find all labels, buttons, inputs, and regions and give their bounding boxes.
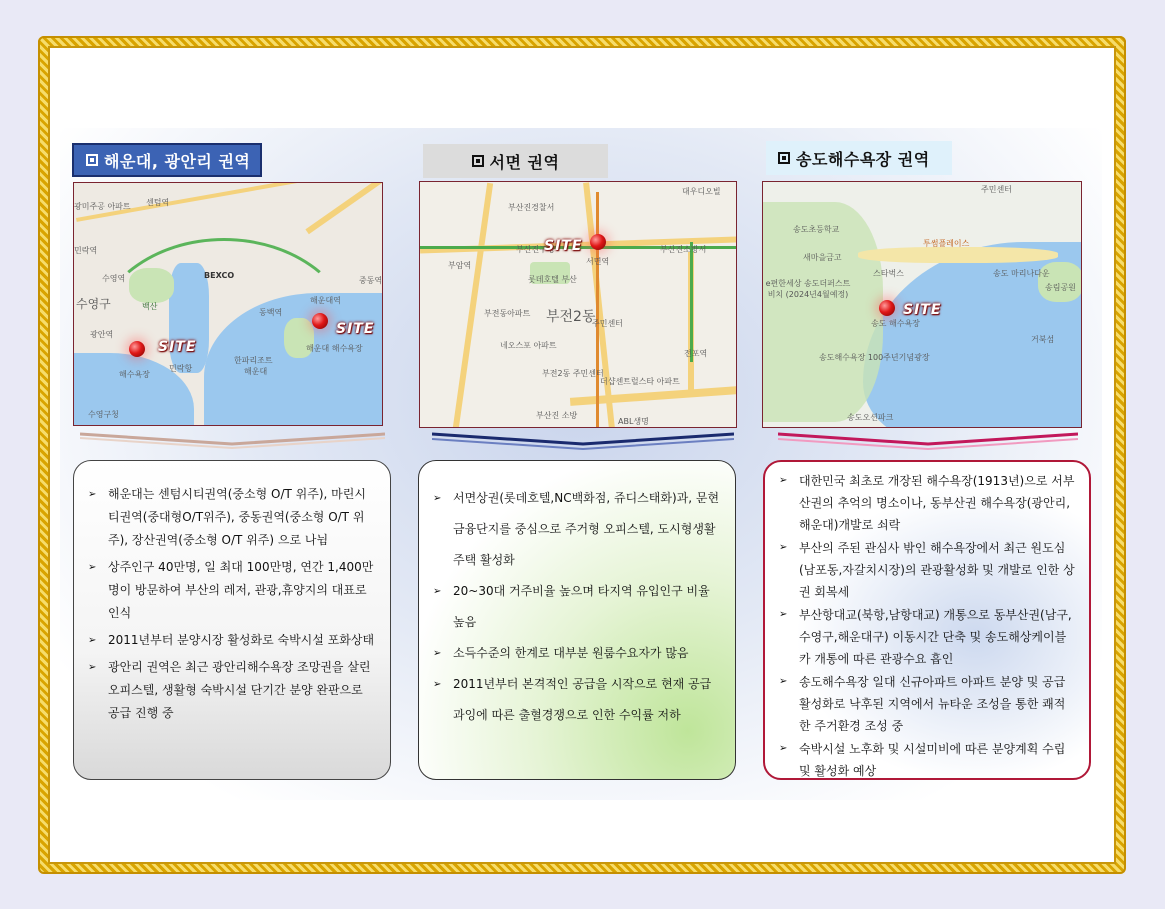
site-pin-icon xyxy=(129,341,145,357)
chevron-divider-1 xyxy=(80,430,385,450)
map-label: BEXCO xyxy=(204,271,235,280)
arrow-bullet-icon: ➢ xyxy=(779,475,788,486)
map-label: 전포역 xyxy=(684,349,708,358)
list-item: ➢ 대한민국 최초로 개장된 해수욕장(1913년)으로 서부산권의 추억의 명소이나, 동부산권 해수욕장(광안리,해운대)개발로 쇠락 xyxy=(779,470,1075,536)
map-label: 한파리조트 xyxy=(234,356,273,365)
map-label: 수영역 xyxy=(102,274,126,283)
square-bullet-icon xyxy=(86,154,98,166)
list-item: ➢ 서면상권(롯데호텔,NC백화점, 쥬디스태화)과, 문현금융단지를 중심으로 주거형 오피스텔, 도시형생활주택 활성화 xyxy=(433,483,721,576)
map-label: 송림공원 xyxy=(1045,283,1076,292)
list-item: ➢ 상주인구 40만명, 일 최대 100만명, 연간 1,400만명이 방문하여 부산의 레저, 관광,휴양지의 대표로 인식 xyxy=(88,556,376,625)
beach xyxy=(858,247,1058,263)
list-item: ➢ 해운대는 센텀시티권역(중소형 O/T 위주), 마린시티권역(중대형O/T위주), 중동권역(중소형 O/T 위주), 장산권역(중소형 O/T 위주) 으로 나뉨 xyxy=(88,483,376,552)
map-label: ABL생명 xyxy=(618,417,649,426)
park-area xyxy=(763,202,883,422)
map-seomyeon xyxy=(419,181,737,428)
info-box-haeundae xyxy=(73,460,391,780)
arrow-bullet-icon: ➢ xyxy=(779,542,788,553)
list-item: ➢ 소득수준의 한계로 대부분 원룸수요자가 많음 xyxy=(433,638,721,669)
map-label: 부암역 xyxy=(448,261,472,270)
list-item: ➢ 광안리 권역은 최근 광안리해수욕장 조망권을 살린 오피스텔, 생활형 숙박시설 단기간 분양 완판으로 공급 진행 중 xyxy=(88,656,376,725)
map-label: 센텀역 xyxy=(146,198,170,207)
map-label: 해운대 해수욕장 xyxy=(306,344,363,353)
list-item: ➢ 부산의 주된 관심사 밖인 해수욕장에서 최근 원도심(남포동,자갈치시장)의 관광활성화 및 개발로 인한 상권 회복세 xyxy=(779,537,1075,603)
site-label: SITE xyxy=(544,238,583,254)
header-seomyeon-label: 서면 권역 xyxy=(489,152,560,172)
list-item: ➢ 부산항대교(북항,남항대교) 개통으로 동부산권(남구,수영구,해운대구) 이동시간 단축 및 송도해상케이블카 개통에 따른 관광수요 흡인 xyxy=(779,604,1075,670)
subway-line xyxy=(94,238,354,426)
arrow-bullet-icon: ➢ xyxy=(779,676,788,687)
square-bullet-icon xyxy=(472,155,484,167)
map-label: 주민센터 xyxy=(981,185,1012,194)
site-pin-icon xyxy=(312,313,328,329)
map-label: 송도초등학교 xyxy=(793,225,840,234)
arrow-bullet-icon: ➢ xyxy=(433,648,442,659)
site-pin-icon xyxy=(590,234,606,250)
map-label: 부산진구청 xyxy=(516,245,555,254)
arrow-bullet-icon: ➢ xyxy=(88,635,97,646)
arrow-bullet-icon: ➢ xyxy=(433,586,442,597)
map-label: 부전2동 xyxy=(546,309,596,325)
map-label: 수영구 xyxy=(76,297,111,311)
road xyxy=(570,386,737,406)
map-label: 스타벅스 xyxy=(873,269,904,278)
map-label: 동백역 xyxy=(259,308,283,317)
subway-line xyxy=(596,192,599,428)
map-label: 광미주공 아파트 xyxy=(74,202,131,211)
road xyxy=(453,183,493,428)
chevron-divider-3 xyxy=(778,430,1078,450)
header-haeundae xyxy=(72,143,262,177)
map-label: 부전동아파트 xyxy=(484,309,531,318)
map-label: 주민센터 xyxy=(592,319,623,328)
header-seomyeon xyxy=(423,144,608,178)
arrow-bullet-icon: ➢ xyxy=(88,662,97,673)
map-label: 중동역 xyxy=(359,276,383,285)
map-label: 송도해수욕장 100주년기념광장 xyxy=(819,353,930,362)
map-label: 해수욕장 xyxy=(119,370,150,379)
map-label: e편한세상 송도더퍼스트비치 (2024년4월예정) xyxy=(765,279,851,299)
map-label: 해운대 xyxy=(244,367,268,376)
square-bullet-icon xyxy=(778,152,790,164)
list-item: ➢ 송도해수욕장 일대 신규아파트 아파트 분양 및 공급 활성화로 낙후된 지역에서 뉴타운 조성을 통한 쾌적한 주거환경 조성 중 xyxy=(779,671,1075,737)
map-songdo xyxy=(762,181,1082,428)
arrow-bullet-icon: ➢ xyxy=(433,679,442,690)
map-label: 네오스포 아파트 xyxy=(500,341,557,350)
list-item: ➢ 2011년부터 본격적인 공급을 시작으로 현재 공급과잉에 따른 출혈경쟁으로 인한 수익률 저하 xyxy=(433,669,721,731)
map-label: 부산진소방서 xyxy=(660,245,707,254)
list-item: ➢ 2011년부터 분양시장 활성화로 숙박시설 포화상태 xyxy=(88,629,376,652)
arrow-bullet-icon: ➢ xyxy=(779,609,788,620)
list-item: ➢ 숙박시설 노후화 및 시설미비에 따른 분양계획 수립 및 활성화 예상 xyxy=(779,738,1075,782)
header-songdo xyxy=(766,141,952,175)
site-label: SITE xyxy=(336,321,375,337)
header-songdo-label: 송도해수욕장 권역 xyxy=(796,149,930,169)
arrow-bullet-icon: ➢ xyxy=(88,562,97,573)
map-label: 더샵센트럴스타 아파트 xyxy=(600,377,680,386)
map-label: 광안역 xyxy=(90,330,114,339)
map-label: 부산진 소방 xyxy=(536,411,578,420)
list-item: ➢ 20~30대 거주비율 높으며 타지역 유입인구 비율 높음 xyxy=(433,576,721,638)
site-label: SITE xyxy=(903,302,942,318)
map-label: 수영구청 xyxy=(88,410,119,419)
subway-line xyxy=(690,242,693,362)
info-box-seomyeon xyxy=(418,460,736,780)
map-label: 송도 마리나다운 xyxy=(993,269,1050,278)
arrow-bullet-icon: ➢ xyxy=(779,743,788,754)
road xyxy=(305,182,382,234)
arrow-bullet-icon: ➢ xyxy=(88,489,97,500)
map-label: 백산 xyxy=(142,302,158,311)
chevron-divider-2 xyxy=(432,430,734,450)
map-label: 부전2동 주민센터 xyxy=(542,369,604,378)
arrow-bullet-icon: ➢ xyxy=(433,493,442,504)
map-label: 대우디오빌 xyxy=(682,187,721,196)
site-pin-icon xyxy=(879,300,895,316)
map-label: 민락항 xyxy=(169,364,193,373)
map-label: 거북섬 xyxy=(1031,335,1055,344)
map-label: 새마을금고 xyxy=(803,253,842,262)
map-label: 해운대역 xyxy=(310,296,341,305)
map-label: 롯데호텔 부산 xyxy=(528,275,577,284)
map-label: 민락역 xyxy=(74,246,98,255)
map-label: 송도 해수욕장 xyxy=(871,319,920,328)
map-haeundae xyxy=(73,182,383,426)
info-box-songdo xyxy=(763,460,1091,780)
map-label: 부산진경찰서 xyxy=(508,203,555,212)
map-label: 투썸플레이스 xyxy=(923,239,970,248)
site-label: SITE xyxy=(158,339,197,355)
map-label: 송도오션파크 xyxy=(847,413,894,422)
map-label: 서면역 xyxy=(586,257,610,266)
header-haeundae-label: 해운대, 광안리 권역 xyxy=(104,151,251,171)
